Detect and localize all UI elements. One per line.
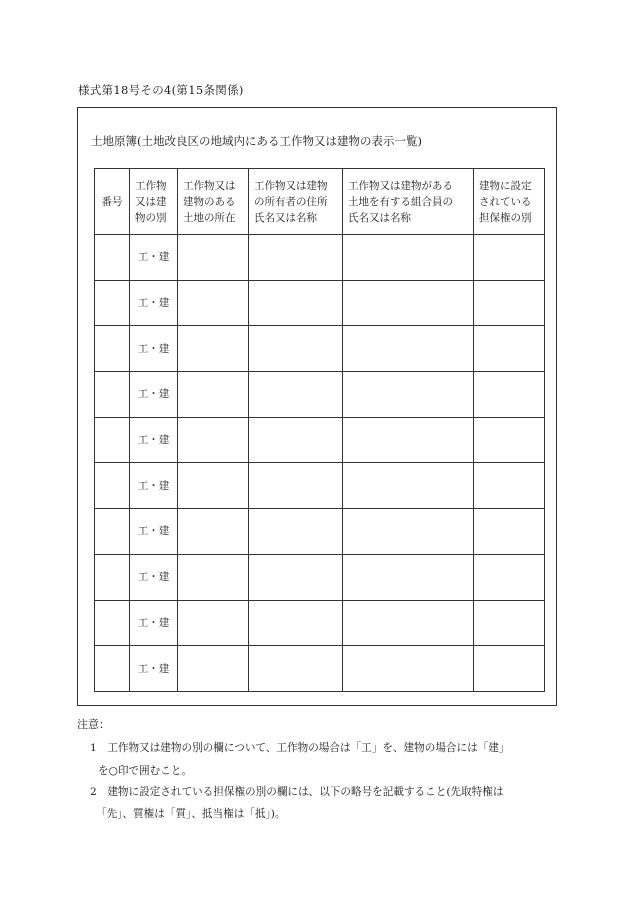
cell-owner	[249, 463, 343, 509]
form-number-label: 様式第18号その4(第15条関係)	[78, 83, 244, 97]
cell-type: 工・建	[130, 463, 178, 509]
cell-number	[95, 280, 130, 326]
cell-number	[95, 463, 130, 509]
cell-type: 工・建	[130, 235, 178, 281]
table-row	[95, 372, 545, 418]
table-row	[95, 417, 545, 463]
cell-location	[178, 280, 249, 326]
cell-number	[95, 417, 130, 463]
table-row	[95, 326, 545, 372]
cell-security	[474, 600, 545, 646]
column-header-member: 工作物又は建物がある 土地を有する組合員の 氏名又は名称	[343, 169, 474, 235]
table-row	[95, 235, 545, 281]
cell-security	[474, 235, 545, 281]
table-header-row	[95, 169, 545, 235]
cell-type: 工・建	[130, 326, 178, 372]
cell-member	[343, 554, 474, 600]
table-body	[95, 235, 545, 692]
notes-heading: 注意：	[77, 718, 110, 731]
table-row	[95, 600, 545, 646]
cell-number	[95, 326, 130, 372]
register-table	[94, 168, 545, 692]
cell-member	[343, 280, 474, 326]
cell-type: 工・建	[130, 600, 178, 646]
cell-owner	[249, 646, 343, 692]
cell-type: 工・建	[130, 372, 178, 418]
cell-location	[178, 417, 249, 463]
cell-number	[95, 646, 130, 692]
cell-type: 工・建	[130, 646, 178, 692]
cell-location	[178, 372, 249, 418]
cell-location	[178, 554, 249, 600]
cell-owner	[249, 280, 343, 326]
cell-security	[474, 280, 545, 326]
table-row	[95, 280, 545, 326]
cell-member	[343, 417, 474, 463]
cell-member	[343, 372, 474, 418]
cell-owner	[249, 235, 343, 281]
register-title: 土地原簿(土地改良区の地域内にある工作物又は建物の表示一覧)	[91, 134, 422, 148]
cell-member	[343, 509, 474, 555]
cell-location	[178, 326, 249, 372]
cell-security	[474, 417, 545, 463]
cell-type: 工・建	[130, 509, 178, 555]
cell-location	[178, 463, 249, 509]
table-row	[95, 509, 545, 555]
cell-number	[95, 509, 130, 555]
cell-member	[343, 235, 474, 281]
cell-security	[474, 326, 545, 372]
cell-owner	[249, 600, 343, 646]
cell-member	[343, 326, 474, 372]
cell-security	[474, 646, 545, 692]
column-header-security: 建物に設定 されている 担保権の別	[474, 169, 545, 235]
cell-type: 工・建	[130, 280, 178, 326]
note-2-line-1: 2 建物に設定されている担保権の別の欄には、以下の略号を記載すること(先取特権は	[90, 786, 504, 798]
cell-security	[474, 372, 545, 418]
cell-member	[343, 463, 474, 509]
note-1-line-1: 1 工作物又は建物の別の欄について、工作物の場合は「工」を、建物の場合には「建」	[90, 742, 510, 754]
cell-location	[178, 509, 249, 555]
cell-security	[474, 509, 545, 555]
cell-location	[178, 646, 249, 692]
cell-number	[95, 554, 130, 600]
table-row	[95, 554, 545, 600]
cell-member	[343, 646, 474, 692]
cell-location	[178, 600, 249, 646]
cell-type: 工・建	[130, 417, 178, 463]
cell-owner	[249, 326, 343, 372]
cell-number	[95, 372, 130, 418]
cell-member	[343, 600, 474, 646]
cell-location	[178, 235, 249, 281]
column-header-owner: 工作物又は建物 の所有者の住所 氏名又は名称	[249, 169, 343, 235]
column-header-type: 工作物 又は建 物の別	[130, 169, 178, 235]
column-header-number: 番号	[95, 169, 130, 235]
cell-owner	[249, 417, 343, 463]
column-header-location: 工作物又は 建物のある 土地の所在	[178, 169, 249, 235]
note-1-line-2: を○印で囲むこと。	[98, 765, 192, 777]
cell-owner	[249, 509, 343, 555]
note-2-line-2: 「先」、質権は「質」、抵当権は「抵」)。	[96, 808, 286, 820]
cell-owner	[249, 554, 343, 600]
cell-security	[474, 554, 545, 600]
cell-number	[95, 235, 130, 281]
cell-owner	[249, 372, 343, 418]
cell-type: 工・建	[130, 554, 178, 600]
table-row	[95, 463, 545, 509]
cell-security	[474, 463, 545, 509]
cell-number	[95, 600, 130, 646]
table-row	[95, 646, 545, 692]
